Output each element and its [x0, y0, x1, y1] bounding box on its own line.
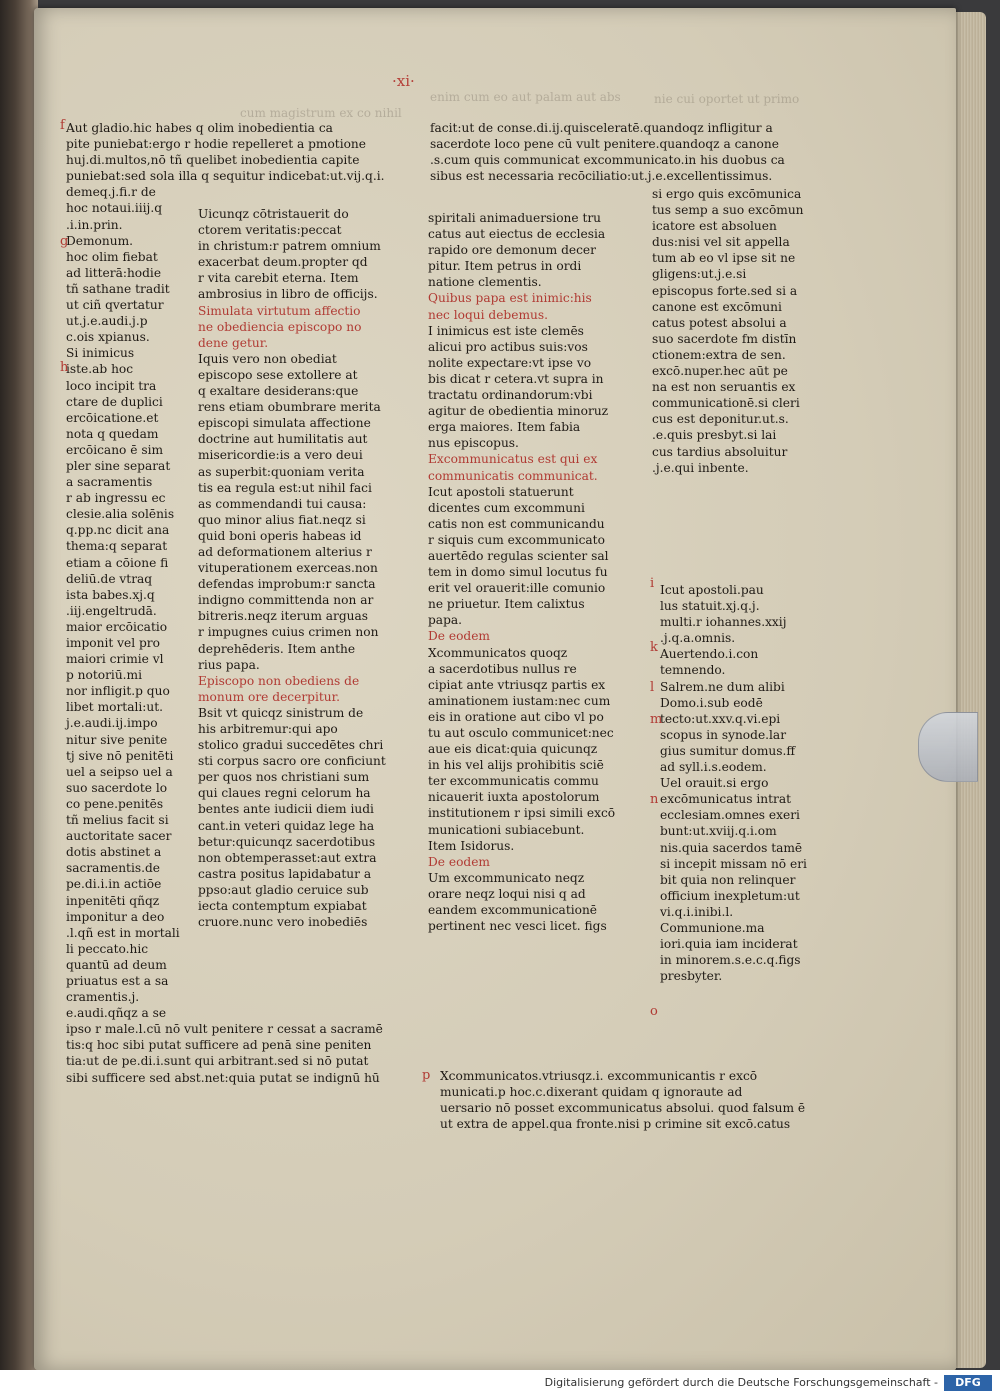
text-line: bitreris.neqz iterum arguas: [198, 609, 369, 624]
text-line: ne priuetur. Item calixtus: [428, 597, 585, 612]
text-line: uel a seipso uel a: [66, 764, 173, 779]
text-line: tum ab eo vl ipse sit ne: [652, 251, 796, 266]
text-line: cant.in veteri quidaz lege ha: [198, 818, 375, 833]
text-line: agitur de obedientia minoruz: [428, 404, 609, 419]
text-line: deliū.de vtraq: [66, 571, 153, 586]
text-line: li peccato.hic: [66, 941, 149, 956]
text-line: vi.q.i.inibi.l.: [660, 904, 734, 919]
note-marker-l: l: [650, 680, 655, 695]
gloss-right-lower: [660, 582, 807, 984]
text-line: temnendo.: [660, 663, 726, 678]
text-line: ut.j.e.audi.j.p: [66, 314, 148, 329]
text-line: cramentis.j.: [66, 990, 140, 1005]
text-line: vituperationem exerceas.non: [198, 561, 378, 576]
text-column-left: [198, 206, 424, 930]
text-line: r siquis cum excommunicato: [428, 532, 605, 547]
text-line: ad litterā:hodie: [66, 265, 162, 280]
text-line: rius papa.: [198, 657, 260, 672]
note-marker-g: g: [60, 234, 69, 249]
text-line: na est non seruantis ex: [652, 380, 796, 395]
text-line: loco incipit tra: [66, 378, 157, 393]
text-line: erit vel orauerit:ille comunio: [428, 581, 606, 596]
text-line: spiritali animaduersione tru: [428, 211, 602, 225]
folio-number: ·xi·: [392, 72, 415, 90]
text-line: tj sive nō penitēti: [66, 748, 174, 763]
page-fore-edge: [952, 12, 986, 1368]
text-line: ctorem veritatis:peccat: [198, 223, 342, 238]
text-line: clesie.alia solēnis: [66, 507, 175, 522]
text-line: ad syll.i.s.eodem.: [660, 760, 767, 775]
text-line: quo minor alius fiat.neqz si: [198, 512, 366, 527]
text-line: iste.ab hoc: [66, 362, 134, 377]
text-line: deprehēderis. Item anthe: [198, 641, 356, 656]
text-line: hoc olim fiebat: [66, 249, 158, 264]
text-line: defendas improbum:r sancta: [198, 577, 376, 592]
note-marker-h: h: [60, 360, 69, 375]
text-line: municationi subiacebunt.: [428, 822, 585, 837]
text-line: Domo.i.sub eodē: [660, 695, 763, 710]
text-line: stolico gradui succedētes chri: [198, 738, 384, 753]
gloss-top-right: [430, 120, 785, 184]
note-marker-m: m: [650, 712, 663, 727]
text-line: tñ melius facit si: [66, 813, 169, 828]
text-line: eis in oratione aut cibo vl po: [428, 709, 604, 724]
text-line: De eodem: [428, 629, 490, 644]
text-line: q exaltare desiderans:que: [198, 384, 359, 399]
text-line: communicatis communicat.: [428, 468, 598, 483]
text-line: ecclesiam.omnes exeri: [660, 808, 800, 823]
text-line: nitur sive penite: [66, 732, 168, 747]
text-line: suo sacerdote fm distīn: [652, 331, 797, 346]
text-line: qui claues regni celorum ha: [198, 786, 371, 801]
bleed-through-text: nie cui oportet ut primo: [654, 92, 800, 106]
text-line: ercōicano ē sim: [66, 442, 164, 457]
text-line: per quos nos christiani sum: [198, 770, 370, 785]
text-line: as superbit:quoniam verita: [198, 464, 365, 479]
text-line: excōmunicatus intrat: [660, 792, 792, 807]
text-line: pe.di.i.in actiōe: [66, 877, 162, 892]
text-line: Aut gladio.hic habes q olim inobedientia ca: [66, 121, 333, 135]
text-line: .l.qñ est in mortali: [66, 925, 180, 940]
text-line: ut ciñ qvertatur: [66, 298, 164, 313]
text-line: ut extra de appel.qua fronte.nisi p crimine sit excō.catus: [440, 1117, 791, 1132]
text-line: a sacerdotibus nullus re: [428, 661, 577, 676]
text-line: institutionem r ipsi simili excō: [428, 806, 616, 821]
text-line: tus semp a suo excōmun: [652, 203, 804, 218]
text-line: ambrosius in libro de officijs.: [198, 287, 378, 302]
text-line: dene getur.: [198, 335, 269, 350]
text-line: presbyter.: [660, 969, 723, 984]
text-line: ad deformationem alterius r: [198, 544, 372, 559]
text-line: a sacramentis: [66, 475, 153, 490]
text-line: pitur. Item petrus in ordi: [428, 259, 582, 274]
text-line: his arbitremur:qui apo: [198, 722, 338, 736]
bleed-through-text: enim cum eo aut palam aut abs: [430, 90, 621, 104]
text-line: misericordie:is a vero deui: [198, 448, 363, 463]
text-line: imponitur a deo: [66, 909, 165, 924]
text-line: Iquis vero non obediat: [198, 351, 337, 366]
text-line: in christum:r patrem omnium: [198, 239, 381, 254]
text-line: .j.q.a.omnis.: [660, 631, 736, 646]
text-line: officium inexpletum:ut: [660, 888, 800, 903]
note-marker-n: n: [650, 792, 659, 807]
text-line: nec loqui debemus.: [428, 307, 548, 322]
text-line: libet mortali:ut.: [66, 700, 163, 715]
text-line: castra positus lapidabatur a: [198, 866, 372, 881]
text-line: sibi sufficere sed abst.net:quia putat se indignū hū: [66, 1070, 380, 1085]
text-line: Xcommunicatos.vtriusqz.i. excommunicantis r excō: [440, 1069, 758, 1083]
text-line: quantū ad deum: [66, 957, 167, 972]
text-line: tis ea regula est:ut nihil faci: [198, 480, 372, 495]
gloss-bottom: [440, 1068, 806, 1132]
text-line: Icut apostoli statuerunt: [428, 484, 574, 499]
text-line: Item Isidorus.: [428, 838, 515, 853]
text-line: nicauerit iuxta apostolorum: [428, 790, 600, 805]
text-line: multi.r iohannes.xxij: [660, 615, 787, 630]
text-line: Demonum.: [66, 233, 134, 248]
text-line: .i.in.prin.: [66, 217, 123, 232]
text-line: tractatu ordinandorum:vbi: [428, 388, 593, 403]
text-line: sacerdote loco pene cū vult penitere.quandoqz a canone: [430, 137, 779, 152]
text-line: Um excommunicato neqz: [428, 870, 585, 885]
text-line: scopus in synode.lar: [660, 727, 787, 742]
text-line: .iij.engeltrudā.: [66, 603, 157, 618]
text-line: tem in domo simul locutus fu: [428, 565, 608, 580]
text-line: De eodem: [428, 854, 490, 869]
bleed-through-text: cum magistrum ex co nihil: [240, 106, 402, 120]
text-line: rens etiam obumbrare merita: [198, 400, 381, 415]
funding-credit: Digitalisierung gefördert durch die Deutsche Forschungsgemeinschaft -: [544, 1376, 938, 1389]
text-line: bit quia non relinquer: [660, 872, 796, 887]
text-line: I inimicus est iste clemēs: [428, 323, 584, 338]
text-line: ipso r male.l.cū nō vult penitere r cessat a sacramē: [66, 1022, 383, 1037]
text-line: nor infligit.p quo: [66, 684, 170, 699]
text-line: tecto:ut.xxv.q.vi.epi: [660, 711, 781, 726]
text-line: q.pp.nc dicit ana: [66, 523, 170, 538]
text-line: lus statuit.xj.q.j.: [660, 599, 760, 614]
text-line: gius sumitur domus.ff: [660, 743, 796, 758]
text-line: doctrine aut humilitatis aut: [198, 432, 368, 447]
text-line: monum ore decerpitur.: [198, 689, 340, 704]
text-line: papa.: [428, 613, 463, 628]
text-line: iecta contemptum expiabat: [198, 899, 367, 914]
text-line: ne obediencia episcopo no: [198, 319, 362, 334]
text-line: exacerbat deum.propter qd: [198, 255, 368, 270]
text-line: catus potest absolui a: [652, 315, 787, 330]
text-line: Excommunicatus est qui ex: [428, 452, 598, 467]
text-line: aminationem iustam:nec cum: [428, 693, 611, 708]
text-line: ercōicatione.et: [66, 410, 159, 425]
text-line: canone est excōmuni: [652, 299, 782, 314]
text-line: catus aut eiectus de ecclesia: [428, 227, 606, 242]
text-line: thema:q separat: [66, 539, 168, 554]
text-line: Quibus papa est inimic:his: [428, 291, 592, 306]
book-spine: [0, 0, 38, 1398]
text-line: rapido ore demonum decer: [428, 243, 596, 258]
text-line: tu aut osculo communicet:nec: [428, 726, 614, 740]
text-line: r impugnes cuius crimen non: [198, 625, 379, 640]
text-line: co pene.penitēs: [66, 796, 164, 811]
text-line: dicentes cum excommuni: [428, 500, 585, 515]
text-line: priuatus est a sa: [66, 973, 169, 988]
text-line: bis dicat r cetera.vt supra in: [428, 371, 604, 386]
text-line: nolite expectare:vt ipse vo: [428, 355, 592, 370]
text-line: Communione.ma: [660, 920, 765, 935]
text-line: iori.quia iam inciderat: [660, 937, 798, 952]
text-line: .s.cum quis communicat excommunicato.in his duobus ca: [430, 153, 785, 168]
text-line: suo sacerdote lo: [66, 780, 168, 795]
text-line: bunt:ut.xviij.q.i.om: [660, 824, 777, 839]
text-line: tñ sathane tradit: [66, 281, 170, 296]
text-line: catis non est communicandu: [428, 516, 605, 531]
text-line: orare neqz loqui nisi q ad: [428, 886, 586, 901]
text-line: demeq.j.fi.r de: [66, 185, 156, 200]
text-line: aue eis dicat:quia quicunqz: [428, 742, 598, 757]
text-line: pertinent nec vesci licet. figs: [428, 919, 607, 934]
text-line: nota q quedam: [66, 426, 159, 441]
note-marker-p: p: [422, 1068, 431, 1083]
text-line: ctare de duplici: [66, 394, 163, 409]
text-line: .e.quis presbyt.si lai: [652, 428, 777, 443]
text-line: p notoriū.mi: [66, 668, 142, 683]
text-line: as commendandi tui causa:: [198, 496, 367, 511]
text-line: cruore.nunc vero inobediēs: [198, 915, 368, 930]
text-line: alicui pro actibus suis:vos: [428, 339, 588, 354]
text-line: puniebat:sed sola illa q sequitur indicebat:ut.vij.q.i.: [66, 169, 385, 184]
text-line: sti corpus sacro ore conficiunt: [198, 754, 386, 769]
text-line: r vita carebit eterna. Item: [198, 271, 359, 286]
text-line: in his vel alijs prohibitis sciē: [428, 758, 604, 773]
text-line: municati.p hoc.c.dixerant quidam q ignoraute ad: [440, 1085, 743, 1100]
text-line: Si inimicus: [66, 346, 135, 361]
text-line: facit:ut de conse.di.ij.quisceleratē.quandoqz infligitur a: [430, 121, 773, 135]
text-line: tia:ut de pe.di.i.sunt qui arbitrant.sed si nō putat: [66, 1054, 369, 1069]
text-line: e.audi.qñqz a se: [66, 1006, 167, 1021]
text-line: uersario nō posset excommunicatus absolui. quod falsum ē: [440, 1101, 806, 1116]
text-line: eandem excommunicationē: [428, 903, 598, 918]
text-line: inpenitēti qñqz: [66, 893, 160, 908]
text-line: natione clementis.: [428, 275, 542, 290]
text-line: cipiat ante vtriusqz partis ex: [428, 677, 606, 692]
text-line: c.ois xpianus.: [66, 330, 150, 345]
text-line: maiori crimie vl: [66, 652, 164, 667]
text-line: dus:nisi vel sit appella: [652, 235, 790, 250]
text-line: icatore est absoluen: [652, 219, 777, 234]
text-column-middle: [428, 210, 655, 934]
text-line: cus est deponitur.ut.s.: [652, 412, 789, 427]
text-line: maior ercōicatio: [66, 619, 168, 634]
text-line: Uicunqz cōtristauerit do: [198, 207, 349, 221]
text-line: si ergo quis excōmunica: [652, 187, 802, 201]
gloss-right-column: [652, 186, 804, 476]
note-marker-f: f: [60, 118, 65, 133]
text-line: Salrem.ne dum alibi: [660, 679, 785, 694]
note-marker-o: o: [650, 1004, 658, 1019]
text-line: dotis abstinet a: [66, 845, 162, 860]
text-line: cus tardius absoluitur: [652, 444, 788, 459]
text-line: sacramentis.de: [66, 861, 160, 876]
text-line: excō.nuper.hec aūt pe: [652, 364, 788, 379]
text-line: episcopi simulata affectione: [198, 416, 371, 431]
text-line: tis:q hoc sibi putat sufficere ad penā sine peniten: [66, 1038, 372, 1053]
text-line: indigno committenda non ar: [198, 593, 374, 608]
text-line: .j.e.qui inbente.: [652, 460, 749, 475]
text-line: etiam a cōione fi: [66, 555, 169, 570]
note-marker-i: i: [650, 576, 655, 591]
text-line: pler sine separat: [66, 458, 171, 473]
note-marker-k: k: [650, 640, 658, 655]
text-line: communicationē.si cleri: [652, 396, 800, 411]
text-line: imponit vel pro: [66, 636, 160, 650]
text-line: ppso:aut gladio ceruice sub: [198, 882, 369, 897]
text-line: nus episcopus.: [428, 436, 519, 451]
text-line: episcopus forte.sed si a: [652, 283, 798, 298]
text-line: hoc notaui.iiij.q: [66, 201, 163, 216]
dfg-logo: DFG: [944, 1375, 992, 1391]
text-line: ista babes.xj.q: [66, 587, 155, 602]
text-line: erga maiores. Item fabia: [428, 420, 581, 435]
text-line: episcopo sese extollere at: [198, 367, 358, 382]
text-line: in minorem.s.e.c.q.figs: [660, 953, 801, 968]
text-line: auctoritate sacer: [66, 829, 172, 844]
text-line: r ab ingressu ec: [66, 491, 166, 506]
text-line: sibus est necessaria recōciliatio:ut.j.e.excellentissimus.: [430, 169, 773, 184]
text-line: Episcopo non obediens de: [198, 673, 360, 688]
text-line: auertēdo regulas scienter sal: [428, 548, 609, 563]
text-line: si incepit missam nō eri: [660, 856, 807, 871]
text-line: ctionem:extra de sen.: [652, 347, 786, 362]
text-line: Icut apostoli.pau: [660, 583, 764, 597]
text-line: Auertendo.i.con: [660, 647, 759, 662]
text-line: Bsit vt quicqz sinistrum de: [198, 705, 364, 720]
text-line: nis.quia sacerdos tamē: [660, 840, 803, 855]
text-line: quid boni operis habeas id: [198, 528, 362, 543]
text-line: huj.di.multos,nō tñ quelibet inobedientia capite: [66, 153, 360, 168]
text-line: Simulata virtutum affectio: [198, 303, 361, 318]
text-line: bentes ante iudicii diem iudi: [198, 802, 374, 817]
text-line: betur:quicunqz sacerdotibus: [198, 834, 376, 849]
text-line: ter excommunicatis commu: [428, 774, 599, 789]
text-line: gligens:ut.j.e.si: [652, 267, 747, 282]
text-line: non obtemperasset:aut extra: [198, 850, 377, 865]
text-line: Xcommunicatos quoqz: [428, 645, 568, 660]
page-clip: [918, 712, 978, 782]
footer-bar: [0, 1370, 1000, 1398]
text-line: pite puniebat:ergo r hodie repelleret a pmotione: [66, 137, 366, 152]
text-line: j.e.audi.ij.impo: [66, 716, 158, 731]
text-line: Uel orauit.si ergo: [660, 776, 769, 791]
